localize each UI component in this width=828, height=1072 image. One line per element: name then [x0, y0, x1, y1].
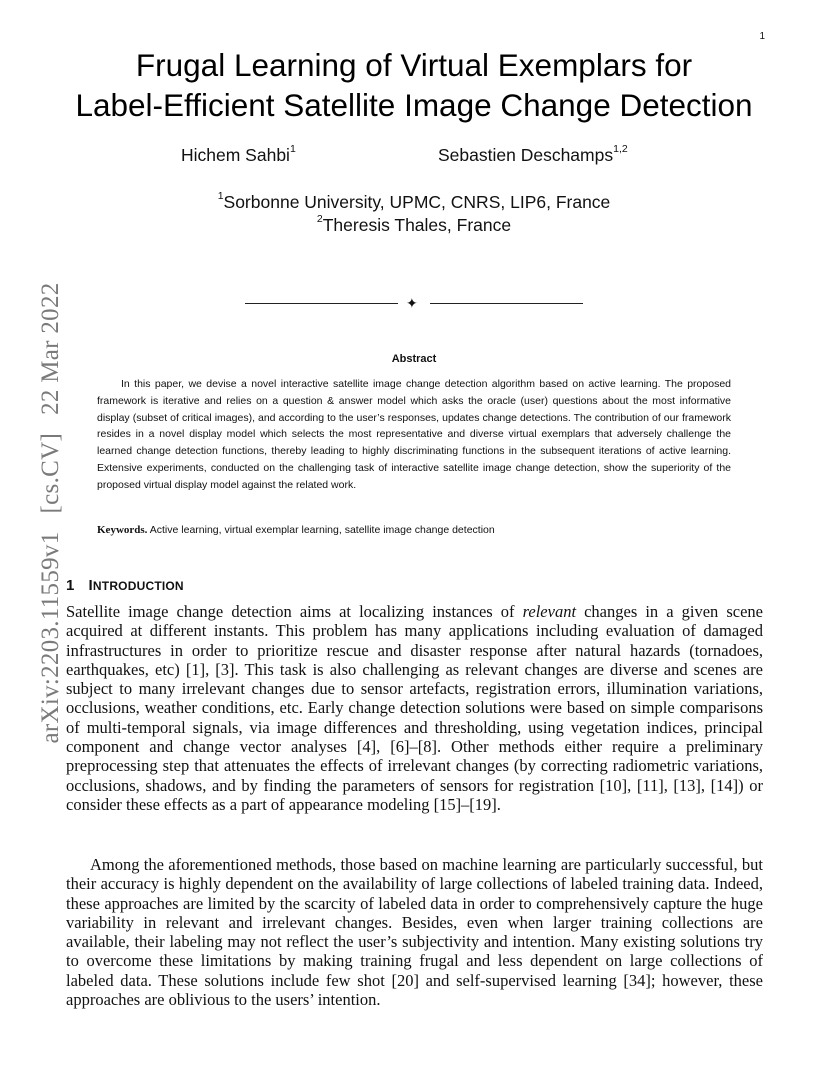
arxiv-stamp	[37, 273, 65, 752]
divider-rule-left	[245, 303, 398, 304]
section-number: 1	[66, 577, 75, 594]
arxiv-id: arXiv:2203.11559v1	[37, 531, 64, 744]
paper-title	[0, 45, 828, 125]
divider-star-icon: ✦	[406, 295, 418, 311]
author-affiliation-mark: 1	[289, 143, 296, 155]
author-name: Hichem Sahbi	[181, 145, 290, 165]
section-title-rest: NTRODUCTION	[92, 579, 184, 593]
affiliation-text: Theresis Thales, France	[322, 215, 512, 235]
abstract-heading: Abstract	[391, 353, 437, 365]
affiliation-2	[0, 215, 828, 236]
intro-paragraph-2: Among the aforementioned methods, those based on machine learning are particularly successful, but their accuracy is highly dependent on the availability of large collections of labeled training data. Indeed, these approaches are limited by the scarcity of labeled data in order to comprehensively capture the huge variability in relevant and irrelevant changes. Besides, even when larger training collections are available, their labeling may not reflect the user’s subjectivity and intention. Many existing solutions try to overcome these limitations by making training frugal and less dependent on large collections of labeled data. These solutions include few shot [20] and self-supervised learning [34]; however, these approaches are oblivious to the users’ intention.	[66, 855, 763, 1010]
author-affiliation-mark: 1,2	[613, 143, 628, 155]
arxiv-category: [cs.CV]	[37, 432, 64, 514]
author-name: Sebastien Deschamps	[438, 145, 614, 165]
intro-paragraph-1	[66, 602, 763, 814]
affiliation-text: Sorbonne University, UPMC, CNRS, LIP6, France	[223, 192, 611, 212]
author-2	[438, 145, 628, 166]
keywords	[97, 524, 737, 536]
affiliation-1	[0, 192, 828, 213]
section-title-initial: I	[88, 577, 93, 594]
affiliation-mark: 2	[316, 213, 323, 225]
intro-text: changes in a given scene acquired at different instants. This problem has many applications including evaluation of damaged infrastructures in order to prioritize rescue and disaster response after natural hazards (tornadoes, earthquakes, etc) [1], [3]. This task is also challenging as relevant changes are diverse and scenes are subject to many irrelevant changes due to sensor artefacts, registration errors, illumination variations, occlusions, weather conditions, etc. Early change detection solutions were based on simple comparisons of multi-temporal signals, via image differences and thresholding, using vegetation indices, principal component and change vector analyses [4], [6]–[8]. Other methods either require a preliminary preprocessing step that attenuates the effects of irrelevant changes (by correcting radiometric variations, occlusions, shadows, and by finding the parameters of sensors for registration [10], [11], [13], [14]) or consider these effects as a part of appearance modeling [15]–[19].	[66, 602, 763, 814]
keywords-label: Keywords.	[97, 524, 148, 536]
title-line-2: Label-Efficient Satellite Image Change Detection	[75, 87, 753, 123]
keywords-text: Active learning, virtual exemplar learning, satellite image change detection	[149, 524, 495, 536]
intro-emphasis: relevant	[522, 602, 577, 621]
divider-rule-right	[430, 303, 583, 304]
author-1	[181, 145, 296, 166]
abstract-text: In this paper, we devise a novel interactive satellite image change detection algorithm based on active learning. The proposed framework is iterative and relies on a question & answer model which asks the oracle (user) questions about the most informative display (subset of critical images), and according to the user’s responses, updates change detections. The contribution of our framework resides in a novel display model which selects the most representative and diverse virtual exemplars that adversely challenge the learned change detection functions, thereby leading to highly discriminating functions in the subsequent iterations of active learning. Extensive experiments, conducted on the challenging task of interactive satellite image change detection, show the superiority of the proposed virtual display model against the related work.	[97, 378, 731, 491]
title-line-1: Frugal Learning of Virtual Exemplars for	[135, 47, 693, 83]
intro-text: Satellite image change detection aims at localizing instances of	[66, 602, 523, 621]
arxiv-date: 22 Mar 2022	[37, 282, 64, 415]
affiliation-mark: 1	[217, 190, 224, 202]
page-number: 1	[759, 31, 765, 42]
section-heading	[66, 577, 184, 594]
